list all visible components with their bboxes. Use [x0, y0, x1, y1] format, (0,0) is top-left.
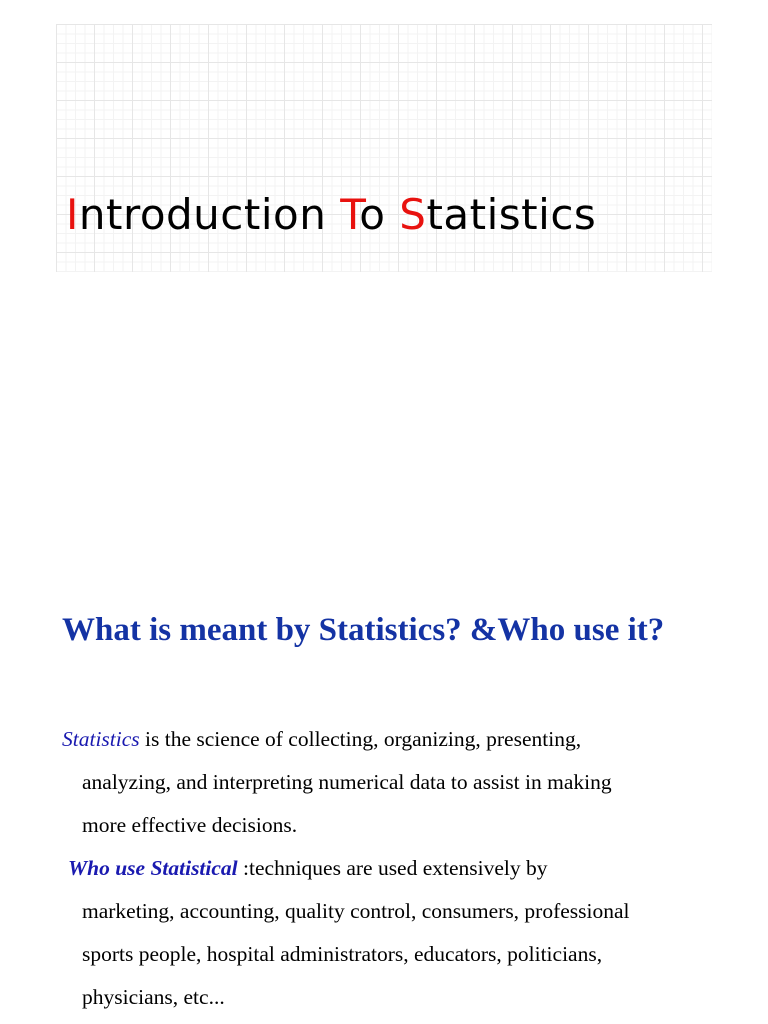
- users-line-2: marketing, accounting, quality control, consumers, professional: [82, 899, 630, 923]
- section-heading: What is meant by Statistics? &Who use it?: [62, 612, 665, 648]
- definition-paragraph: [62, 718, 752, 847]
- page-title: [66, 190, 596, 239]
- users-paragraph: [68, 847, 752, 1019]
- users-line-4: physicians, etc...: [82, 985, 225, 1009]
- title-rest-1: ntroduction: [78, 190, 341, 239]
- title-rest-2: o: [359, 190, 400, 239]
- definition-line-3: more effective decisions.: [82, 813, 298, 837]
- definition-term: Statistics: [62, 727, 140, 751]
- users-line-1: :techniques are used extensively by: [237, 856, 548, 880]
- title-cap-1: I: [66, 190, 79, 239]
- title-cap-3: S: [399, 190, 427, 239]
- body-text: [62, 718, 752, 1019]
- users-line-3: sports people, hospital administrators, educators, politicians,: [82, 942, 603, 966]
- definition-line-1: is the science of collecting, organizing, presenting,: [139, 727, 582, 751]
- title-cap-2: T: [340, 190, 360, 239]
- definition-line-2: analyzing, and interpreting numerical data to assist in making: [82, 770, 612, 794]
- title-rest-3: tatistics: [426, 190, 597, 239]
- users-term: Who use Statistical: [68, 856, 238, 880]
